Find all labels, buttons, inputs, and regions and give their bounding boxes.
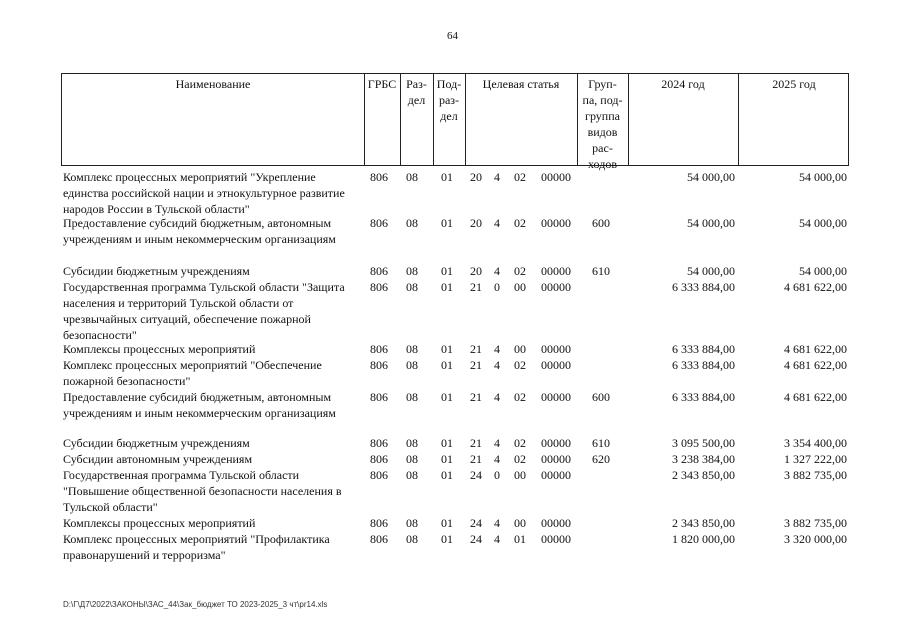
row-target-2: 4	[494, 436, 500, 450]
row-razdel: 08	[406, 452, 418, 466]
row-razdel: 08	[406, 468, 418, 482]
row-target-4: 00000	[541, 358, 571, 372]
row-grbs: 806	[370, 532, 388, 546]
row-2024: 6 333 884,00	[672, 342, 735, 356]
row-2024: 54 000,00	[687, 216, 735, 230]
row-target-2: 4	[494, 390, 500, 404]
row-podrazdel: 01	[441, 436, 453, 450]
row-grbs: 806	[370, 342, 388, 356]
row-vr: 620	[592, 452, 610, 466]
row-razdel: 08	[406, 280, 418, 294]
row-target-3: 02	[514, 216, 526, 230]
row-grbs: 806	[370, 358, 388, 372]
row-2024: 3 238 384,00	[672, 452, 735, 466]
row-razdel: 08	[406, 342, 418, 356]
row-podrazdel: 01	[441, 280, 453, 294]
row-name: Субсидии автономным учреждениям	[63, 452, 253, 466]
row-podrazdel: 01	[441, 216, 453, 230]
row-target-4: 00000	[541, 216, 571, 230]
row-target-2: 4	[494, 532, 500, 546]
row-target-1: 21	[470, 358, 482, 372]
row-target-1: 21	[470, 280, 482, 294]
row-target-2: 4	[494, 358, 500, 372]
row-target-1: 21	[470, 342, 482, 356]
row-name: Комплексы процессных мероприятий	[63, 516, 256, 530]
row-podrazdel: 01	[441, 342, 453, 356]
row-target-4: 00000	[541, 170, 571, 184]
row-target-2: 0	[494, 280, 500, 294]
row-target-1: 20	[470, 216, 482, 230]
row-target-2: 4	[494, 452, 500, 466]
row-target-3: 02	[514, 358, 526, 372]
row-vr: 600	[592, 390, 610, 404]
row-2025: 3 354 400,00	[784, 436, 847, 450]
row-2024: 1 820 000,00	[672, 532, 735, 546]
row-razdel: 08	[406, 216, 418, 230]
row-podrazdel: 01	[441, 264, 453, 278]
row-grbs: 806	[370, 170, 388, 184]
header-target: Целевая статья	[482, 77, 560, 91]
row-target-3: 00	[514, 516, 526, 530]
row-grbs: 806	[370, 264, 388, 278]
row-2025: 3 320 000,00	[784, 532, 847, 546]
page-number: 64	[447, 30, 458, 42]
row-target-2: 4	[494, 342, 500, 356]
row-target-1: 20	[470, 170, 482, 184]
row-target-2: 4	[494, 516, 500, 530]
row-podrazdel: 01	[441, 532, 453, 546]
row-name: Субсидии бюджетным учреждениям	[63, 436, 250, 450]
row-2024: 3 095 500,00	[672, 436, 735, 450]
row-target-4: 00000	[541, 342, 571, 356]
row-target-3: 02	[514, 170, 526, 184]
row-name: Субсидии бюджетным учреждениям	[63, 264, 250, 278]
row-target-3: 00	[514, 280, 526, 294]
row-target-4: 00000	[541, 452, 571, 466]
row-target-3: 01	[514, 532, 526, 546]
row-target-4: 00000	[541, 468, 571, 482]
row-grbs: 806	[370, 216, 388, 230]
row-2025: 4 681 622,00	[784, 390, 847, 404]
header-2025: 2025 год	[772, 77, 816, 91]
row-grbs: 806	[370, 452, 388, 466]
row-grbs: 806	[370, 436, 388, 450]
row-grbs: 806	[370, 516, 388, 530]
file-path-footer: D:\Г\Д7\2022\ЗАКОНЫ\ЗАС_44\Зак_бюджет ТО 2023-2025_3 чт\pr14.xls	[63, 600, 328, 609]
row-2025: 4 681 622,00	[784, 358, 847, 372]
row-target-1: 21	[470, 390, 482, 404]
row-target-1: 21	[470, 452, 482, 466]
row-target-3: 02	[514, 452, 526, 466]
row-2025: 54 000,00	[799, 264, 847, 278]
row-2024: 6 333 884,00	[672, 358, 735, 372]
row-grbs: 806	[370, 390, 388, 404]
table-header	[61, 73, 849, 171]
row-2025: 1 327 222,00	[784, 452, 847, 466]
row-target-1: 24	[470, 468, 482, 482]
row-name: Комплекс процессных мероприятий "Обеспечение пожарной безопасности"	[63, 358, 322, 388]
row-2024: 2 343 850,00	[672, 468, 735, 482]
row-target-2: 0	[494, 468, 500, 482]
row-2025: 54 000,00	[799, 170, 847, 184]
header-vr: Груп- па, под- группа видов рас- ходов	[582, 77, 623, 171]
row-target-2: 4	[494, 264, 500, 278]
row-2024: 6 333 884,00	[672, 390, 735, 404]
row-razdel: 08	[406, 358, 418, 372]
row-2025: 3 882 735,00	[784, 468, 847, 482]
row-podrazdel: 01	[441, 170, 453, 184]
row-target-4: 00000	[541, 532, 571, 546]
row-target-4: 00000	[541, 390, 571, 404]
row-name: Комплексы процессных мероприятий	[63, 342, 256, 356]
row-razdel: 08	[406, 516, 418, 530]
row-target-4: 00000	[541, 516, 571, 530]
row-2025: 4 681 622,00	[784, 280, 847, 294]
header-podrazdel: Под- раз- дел	[436, 77, 462, 123]
row-target-1: 24	[470, 516, 482, 530]
row-podrazdel: 01	[441, 468, 453, 482]
row-2025: 4 681 622,00	[784, 342, 847, 356]
row-target-4: 00000	[541, 264, 571, 278]
row-razdel: 08	[406, 170, 418, 184]
row-vr: 610	[592, 264, 610, 278]
row-grbs: 806	[370, 468, 388, 482]
header-grbs: ГРБС	[367, 77, 397, 91]
row-target-1: 24	[470, 532, 482, 546]
row-razdel: 08	[406, 390, 418, 404]
row-podrazdel: 01	[441, 358, 453, 372]
row-target-1: 21	[470, 436, 482, 450]
header-2024: 2024 год	[661, 77, 705, 91]
row-razdel: 08	[406, 436, 418, 450]
row-grbs: 806	[370, 280, 388, 294]
row-podrazdel: 01	[441, 390, 453, 404]
row-name: Предоставление субсидий бюджетным, автономным учреждениям и иным некоммерческим организациям	[63, 390, 336, 420]
row-vr: 600	[592, 216, 610, 230]
row-podrazdel: 01	[441, 452, 453, 466]
row-target-3: 02	[514, 264, 526, 278]
row-razdel: 08	[406, 532, 418, 546]
row-vr: 610	[592, 436, 610, 450]
row-target-4: 00000	[541, 280, 571, 294]
row-name: Государственная программа Тульской области "Повышение общественной безопасности населения в Тульской области"	[63, 468, 342, 514]
row-name: Государственная программа Тульской области "Защита населения и территорий Тульской области от чрезвычайных ситуаций, обеспечение пожарной безопасности"	[63, 280, 345, 342]
row-podrazdel: 01	[441, 516, 453, 530]
row-target-4: 00000	[541, 436, 571, 450]
row-2024: 2 343 850,00	[672, 516, 735, 530]
row-name: Комплекс процессных мероприятий "Профилактика правонарушений и терроризма"	[63, 532, 330, 562]
row-name: Предоставление субсидий бюджетным, автономным учреждениям и иным некоммерческим организациям	[63, 216, 336, 246]
row-target-3: 00	[514, 468, 526, 482]
row-name: Комплекс процессных мероприятий "Укрепление единства российской нации и этнокультурное развитие народов России в Тульской области"	[63, 170, 345, 216]
row-razdel: 08	[406, 264, 418, 278]
row-target-2: 4	[494, 170, 500, 184]
row-target-3: 02	[514, 390, 526, 404]
row-target-3: 00	[514, 342, 526, 356]
row-2025: 54 000,00	[799, 216, 847, 230]
row-target-1: 20	[470, 264, 482, 278]
row-2024: 54 000,00	[687, 264, 735, 278]
row-target-2: 4	[494, 216, 500, 230]
row-2024: 6 333 884,00	[672, 280, 735, 294]
header-name: Наименование	[175, 77, 251, 91]
row-2024: 54 000,00	[687, 170, 735, 184]
row-2025: 3 882 735,00	[784, 516, 847, 530]
header-razdel: Раз- дел	[406, 77, 427, 107]
row-target-3: 02	[514, 436, 526, 450]
